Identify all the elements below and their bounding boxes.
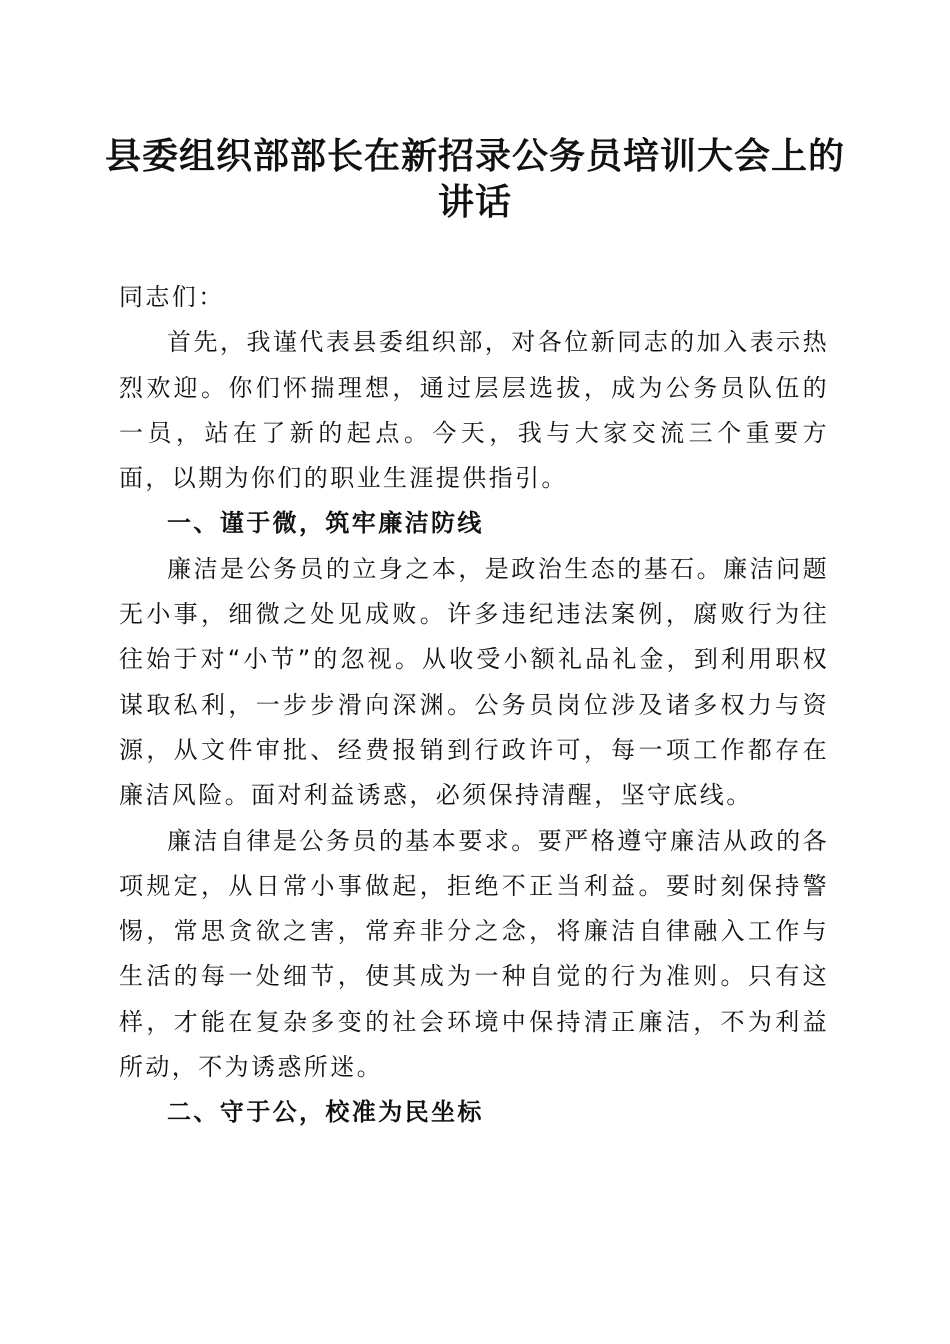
document-title: 县委组织部部长在新招录公务员培训大会上的讲话 xyxy=(104,135,845,223)
section1-paragraph-1: 廉洁是公务员的立身之本，是政治生态的基石。廉洁问题无小事，细微之处见成败。许多违纪违法案例，腐败行为往往始于对“小节”的忽视。从收受小额礼品礼金，到利用职权谋取私利，一步步滑向深渊。公务员岗位涉及诸多权力与资源，从文件审批、经费报销到行政许可，每一项工作都存在廉洁风险。面对利益诱惑，必须保持清醒，坚守底线。 xyxy=(119,554,829,810)
salutation: 同志们： xyxy=(119,283,225,311)
intro-paragraph: 首先，我谨代表县委组织部，对各位新同志的加入表示热烈欢迎。你们怀揣理想，通过层层选拔，成为公务员队伍的一员，站在了新的起点。今天，我与大家交流三个重要方面，以期为你们的职业生涯提供指引。 xyxy=(119,328,829,493)
section1-paragraph-2: 廉洁自律是公务员的基本要求。要严格遵守廉洁从政的各项规定，从日常小事做起，拒绝不正当利益。要时刻保持警惕，常思贪欲之害，常弃非分之念，将廉洁自律融入工作与生活的每一处细节，使其成为一种自觉的行为准则。只有这样，才能在复杂多变的社会环境中保持清正廉洁，不为利益所动，不为诱惑所迷。 xyxy=(119,826,829,1082)
section-heading-2: 二、守于公，校准为民坐标 xyxy=(167,1098,484,1127)
document-body xyxy=(119,275,829,1136)
section-heading-1: 一、谨于微，筑牢廉洁防线 xyxy=(167,509,484,538)
